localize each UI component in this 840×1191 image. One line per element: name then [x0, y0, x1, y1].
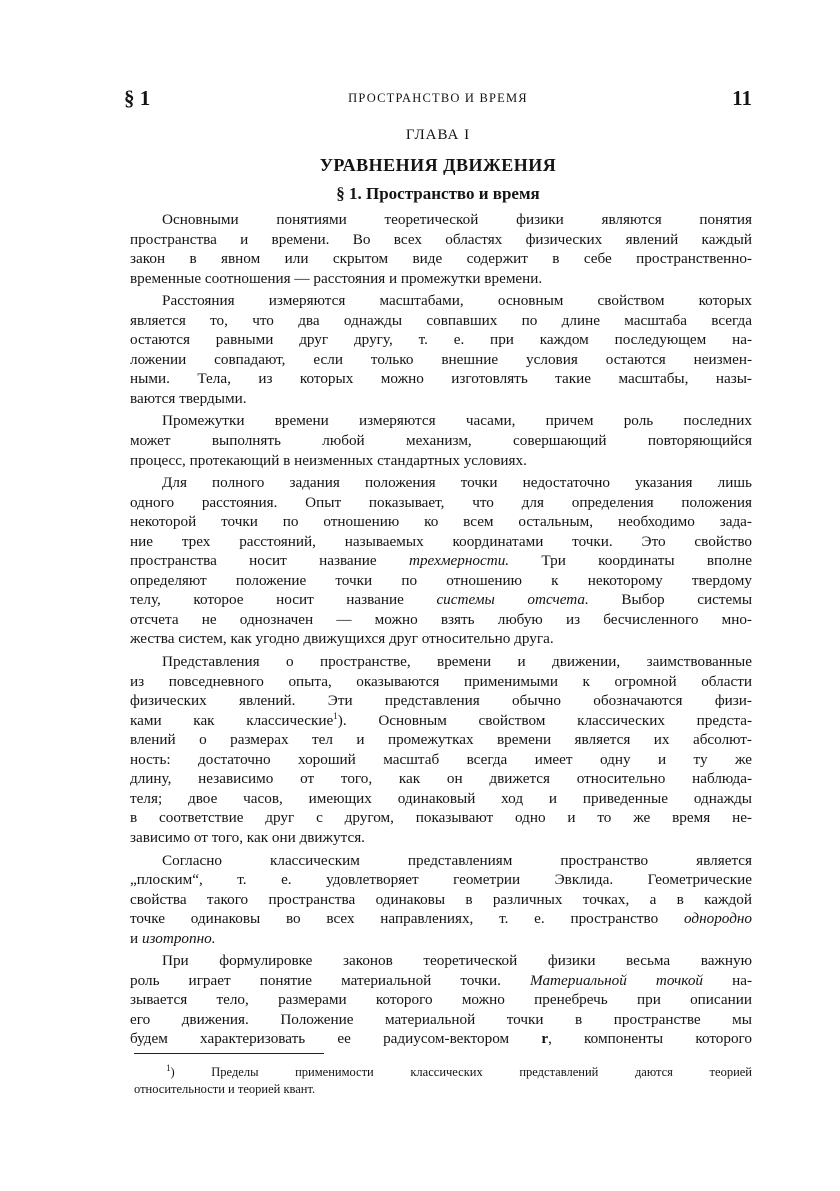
paragraph-6	[130, 851, 752, 949]
text-line: Промежутки времени измеряются часами, причем роль последних	[162, 412, 752, 430]
text-line: физических явлений. Эти представления обычно обозначаются физи-	[130, 692, 752, 710]
text-line: свойства такого пространства одинаковы в различных точках, а в каждой	[130, 890, 752, 908]
text-line	[130, 971, 752, 991]
text-line	[130, 590, 752, 610]
text-segment: точке одинаковы во всех направлениях, т. е. пространство	[130, 910, 659, 928]
footnote-rule	[134, 1053, 324, 1054]
text-segment: ) Пределы применимости классических представлений даются теорией	[170, 1065, 752, 1079]
term-isotropic: изотропно.	[141, 929, 216, 947]
text-segment: Три координаты вполне	[541, 552, 752, 570]
text-line: пространства и времени. Во всех областях физических явлений каждый	[130, 230, 752, 248]
text-line: влений о размерах тел и промежутках времени является их абсолют-	[130, 731, 752, 749]
text-line: При формулировке законов теоретической физики весьма важную	[162, 952, 752, 970]
text-line: является то, что два однажды совпавших по длине масштаба всегда	[130, 311, 752, 329]
footnote-line	[134, 1064, 752, 1081]
section-mark: § 1	[124, 86, 151, 110]
text-line: длину, независимо от того, как он движется относительно наблюда-	[130, 770, 752, 788]
text-line: закон в явном или скрытом виде содержит в себе пространственно-	[130, 250, 752, 268]
footnote-ref: 1	[333, 710, 338, 721]
text-segment: ками как классические	[130, 711, 334, 729]
text-segment: телу, которое носит название	[130, 591, 404, 609]
text-segment: на-	[732, 971, 753, 989]
text-line: жества систем, как угодно движущихся друг относительно друга.	[130, 630, 554, 648]
text-line: Расстояния измеряются масштабами, основным свойством которых	[162, 292, 752, 310]
text-line: отсчета не однозначен — можно взять любую из бесчисленного мно-	[130, 610, 752, 628]
text-line: „плоским“, т. е. удовлетворяет геометрии Эвклида. Геометрические	[130, 871, 752, 889]
term-homogeneous: однородно	[684, 910, 753, 928]
text-line: Для полного задания положения точки недостаточно указания лишь	[162, 474, 752, 492]
text-line: зависимо от того, как они движутся.	[130, 828, 365, 846]
text-line: определяют положение точки по отношению к некоторому твердому	[130, 571, 752, 589]
text-line: может выполнять любой механизм, совершающий повторяющийся	[130, 432, 752, 450]
text-line: его движения. Положение материальной точки в пространстве мы	[130, 1010, 752, 1028]
text-line	[130, 929, 752, 949]
section-title: § 1. Пространство и время	[336, 184, 540, 203]
footnote	[134, 1064, 752, 1098]
text-line: ложении совпадают, если только внешние условия остаются неизмен-	[130, 350, 752, 368]
paragraph-4	[130, 473, 752, 649]
paragraph-3	[130, 411, 752, 470]
paragraph-7	[130, 951, 752, 1049]
text-line: ными. Тела, из которых можно изготовлять такие масштабы, назы-	[130, 370, 752, 388]
paragraph-2	[130, 291, 752, 408]
radius-vector-symbol: r	[541, 1030, 549, 1048]
chapter-label: ГЛАВА I	[405, 127, 471, 143]
text-line: временные соотношения — расстояния и промежутки времени.	[130, 269, 543, 287]
running-header	[124, 86, 752, 112]
text-segment: ). Основным свойством классических предста-	[337, 711, 753, 729]
text-line: ние трех расстояний, называемых координатами точки. Это свойство	[130, 532, 752, 550]
text-segment: Выбор системы	[621, 591, 753, 609]
running-title: ПРОСТРАНСТВО И ВРЕМЯ	[348, 91, 528, 105]
text-segment: роль играет понятие материальной точки.	[130, 971, 501, 989]
text-segment: пространства носит название	[130, 552, 377, 570]
text-line: зывается тело, размерами которого можно пренебречь при описании	[130, 991, 752, 1009]
body-text	[130, 210, 752, 1049]
chapter-title: УРАВНЕНИЯ ДВИЖЕНИЯ	[319, 155, 557, 175]
text-line	[130, 551, 752, 571]
term-reference-system: системы отсчета.	[436, 591, 589, 609]
page-number: 11	[732, 86, 752, 110]
term-material-point: Материальной точкой	[530, 971, 704, 989]
text-segment: , компоненты которого	[548, 1030, 752, 1048]
text-segment: будем характеризовать ее радиусом-вектором	[130, 1030, 510, 1048]
paragraph-5	[130, 652, 752, 847]
text-line: ваются твердыми.	[130, 389, 247, 407]
text-line: ность: достаточно хороший масштаб всегда имеет одну и ту же	[130, 750, 752, 768]
text-line: Согласно классическим представлениям пространство является	[162, 851, 752, 869]
term-three-dimensionality: трехмерности.	[408, 552, 510, 570]
paragraph-1	[130, 210, 752, 288]
text-line	[130, 1029, 752, 1049]
text-line: из повседневного опыта, оказываются применимыми к огромной области	[130, 672, 752, 690]
text-line: теля; двое часов, имеющих одинаковый ход и приведенные однажды	[130, 789, 752, 807]
footnote-line: относительности и теорией квант.	[134, 1082, 316, 1096]
text-line	[130, 909, 752, 929]
text-segment: и	[130, 929, 139, 947]
text-line: некоторой точки по отношению ко всем остальным, необходимо зада-	[130, 513, 752, 531]
footnote-mark: 1	[166, 1062, 171, 1073]
text-line	[130, 711, 752, 731]
text-line: Основными понятиями теоретической физики являются понятия	[162, 211, 752, 228]
text-line: в соответствие друг с другом, показывают одно и то же время не-	[130, 809, 752, 827]
text-line: Представления о пространстве, времени и движении, заимствованные	[162, 653, 752, 671]
text-line: процесс, протекающий в неизменных стандартных условиях.	[130, 451, 527, 469]
text-line: остаются равными друг другу, т. е. при каждом последующем на-	[130, 331, 752, 349]
text-line: одного расстояния. Опыт показывает, что для определения положения	[130, 493, 752, 511]
